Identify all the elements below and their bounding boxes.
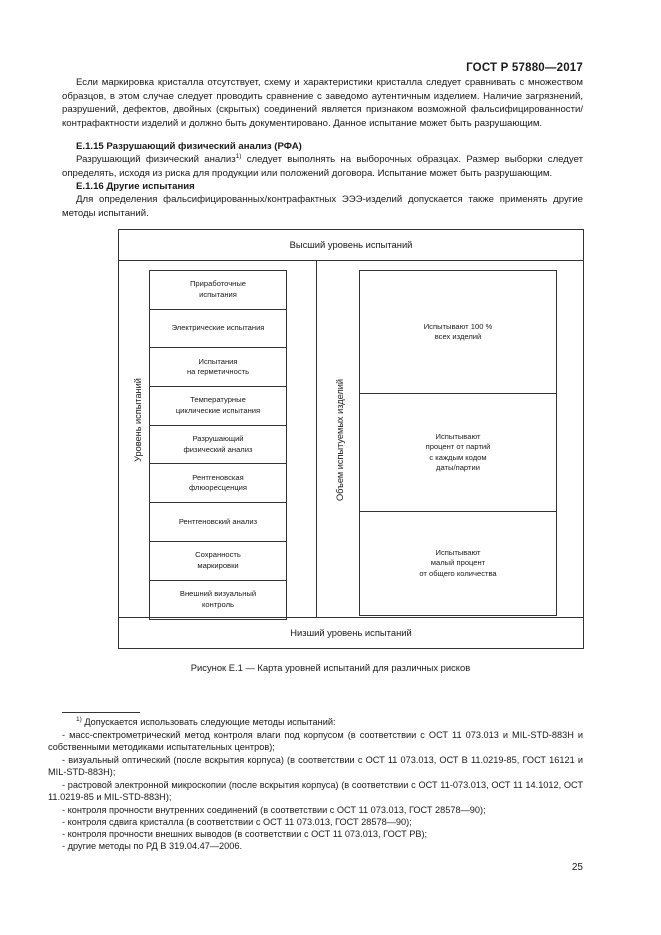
level-item: Электрические испытания: [150, 310, 286, 349]
footnote-item-text: - растровой электронной микроскопии (после вскрытия корпуса) (в соответствии с ОСТ 11-073.013, ОСТ 11 14.1012, ОСТ 11.0219-85 и MIL-STD-883H);: [48, 780, 583, 803]
footnote-item: [48, 828, 583, 840]
footnote-item: [48, 840, 583, 852]
level-item: Разрушающий физический анализ: [150, 426, 286, 465]
footnote-mark: 1): [76, 715, 82, 723]
e115-text-after: следует выполнять на выборочных образцах. Размер выборки следует определять, исходя из риска для продукции или положений договора. Испытание может быть разрушающим.: [62, 154, 583, 179]
level-item: Рентгеновская флюоресценция: [150, 464, 286, 503]
section-heading-e115: Е.1.15 Разрушающий физический анализ (РФА): [76, 141, 302, 152]
footnote-item: [48, 729, 583, 753]
document-code: ГОСТ Р 57880—2017: [466, 62, 583, 74]
footnote-item-text: - масс-спектрометрический метод контроля влаги под корпусом (в соответствии с ОСТ 11 073.013 и MIL-STD-883H и собственными методиками испытательных центров);: [48, 730, 583, 753]
section-text-e116: [62, 193, 583, 220]
page-number: 25: [571, 862, 583, 873]
footnote-item: [48, 779, 583, 803]
footnote-item-text: - контроля прочности внутренних соединений (в соответствии с ОСТ 11 073.013, ГОСТ 28578—90);: [62, 805, 486, 815]
lowest-level-label: Низший уровень испытаний: [119, 617, 583, 648]
intro-paragraph: [62, 76, 583, 130]
e115-text-before: Разрушающий физический анализ: [76, 154, 236, 165]
volume-item: Испытывают процент от партий с каждым кодом даты/партии: [360, 394, 556, 512]
footnote-item: [48, 754, 583, 778]
level-item: Сохранность маркировки: [150, 542, 286, 581]
footnote-ref: 1): [235, 152, 242, 160]
footnote-item: [48, 816, 583, 828]
section-text-e115: [62, 153, 583, 180]
volume-item: Испытывают малый процент от общего количества: [419, 547, 497, 578]
intro-text: Если маркировка кристалла отсутствует, схему и характеристики кристалла следует сравнивать с множеством образцов, в этом случае следует проводить сравнение с заведомо аутентичным изделием. Наличие загрязнений, разрушений, дефектов, двойных (скрытых) соединений является признаком возможной фальсифицированности/контрафактности изделий и должно быть документировано. Данное испытание может быть разрушающим.: [62, 77, 583, 129]
footnote-item-text: - другие методы по РД В 319.04.47—2006.: [62, 841, 243, 851]
footnote-intro: [76, 716, 583, 728]
e116-text: Для определения фальсифицированных/контрафактных ЭЭЭ-изделий допускается также применять другие методы испытаний.: [62, 194, 583, 219]
test-volume-axis-label: Объем испытуемых изделий: [335, 378, 345, 502]
footnote-intro-text: Допускается использовать следующие методы испытаний:: [81, 717, 336, 727]
test-levels-diagram: [118, 229, 584, 649]
test-volumes-list: [359, 270, 557, 616]
figure-caption: Рисунок Е.1 — Карта уровней испытаний для различных рисков: [190, 662, 471, 673]
diagram-divider: [316, 260, 317, 618]
level-item: Приработочные испытания: [150, 271, 286, 310]
level-item: Температурные циклические испытания: [150, 387, 286, 426]
section-heading-e116: Е.1.16 Другие испытания: [76, 181, 195, 192]
level-item: Внешний визуальный контроль: [179, 589, 257, 609]
footnote-divider: [62, 712, 140, 713]
footnote-item-text: - визуальный оптический (после вскрытия корпуса) (в соответствии с ОСТ 11 073.013, ОСТ В 11.0219-85, ГОСТ 16121 и MIL-STD-883H);: [48, 755, 583, 778]
footnote-item-text: - контроля прочности внешних выводов (в соответствии с ОСТ 11 073.013, ГОСТ РВ);: [62, 829, 428, 839]
volume-item: Испытывают 100 % всех изделий: [360, 271, 556, 394]
level-item: Испытания на герметичность: [150, 348, 286, 387]
test-level-axis-label: Уровень испытаний: [133, 378, 143, 462]
footnote-item: [48, 804, 583, 816]
highest-level-label: Высший уровень испытаний: [119, 230, 583, 261]
level-item: Рентгеновский анализ: [150, 503, 286, 542]
footnote-item-text: - контроля сдвига кристалла (в соответствии с ОСТ 11 073.013, ГОСТ 28578—90);: [62, 817, 412, 827]
test-levels-list: [149, 270, 287, 620]
